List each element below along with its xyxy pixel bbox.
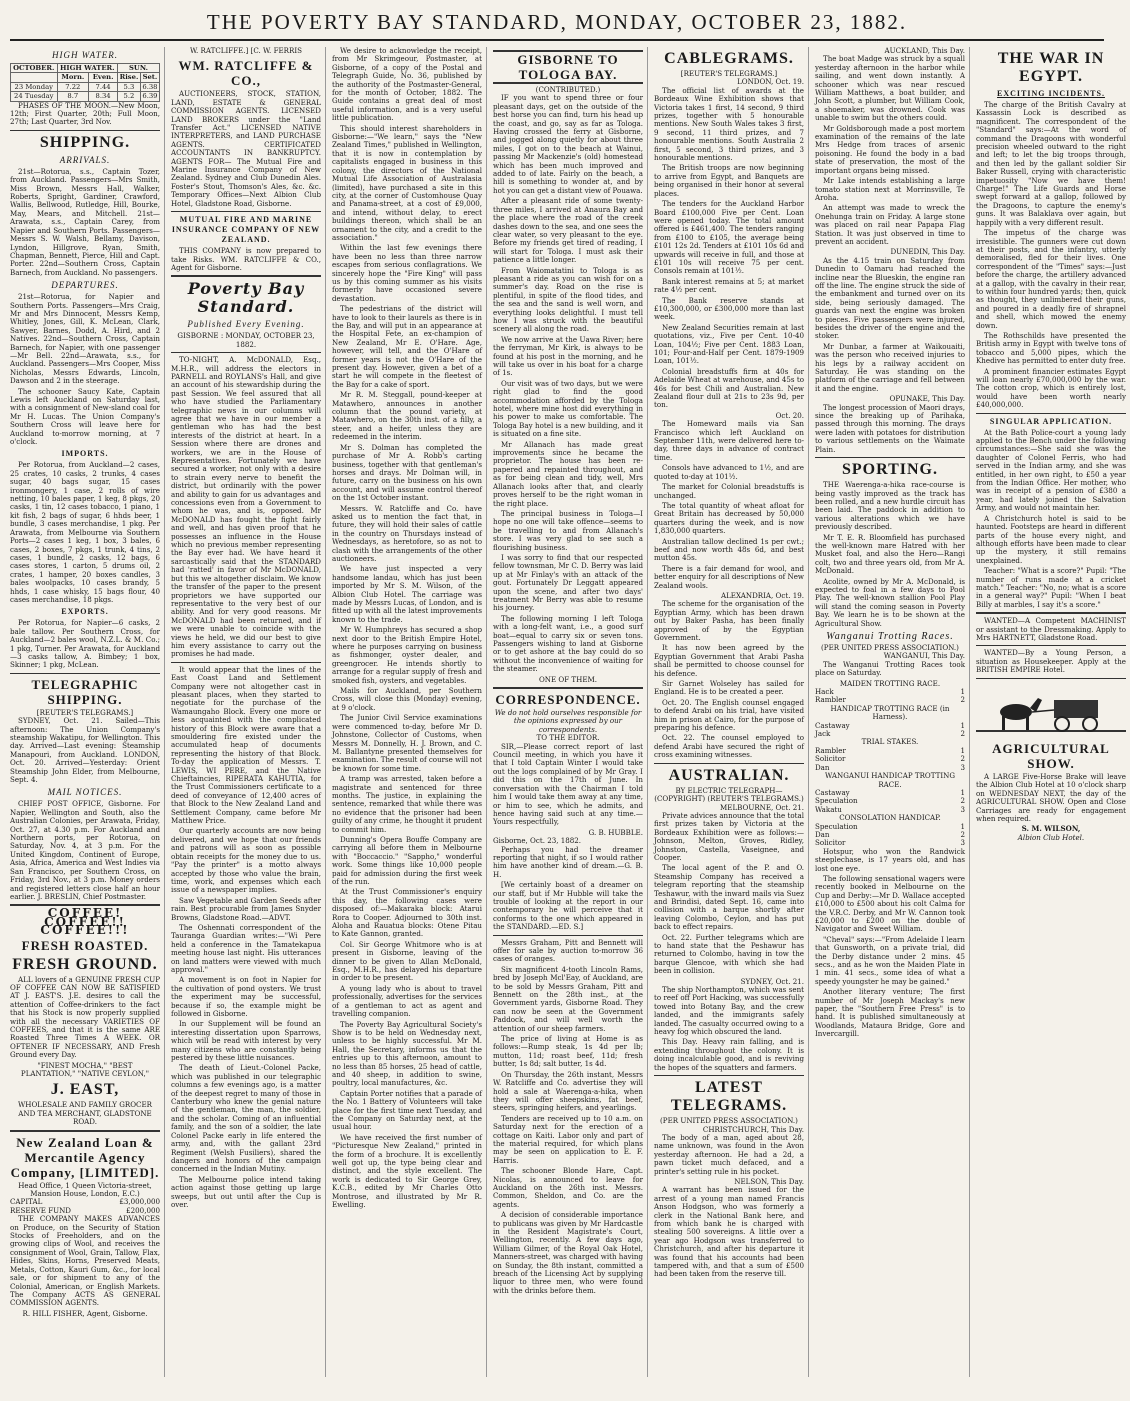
mail-text: CHIEF POST OFFICE, Gisborne. For Napier, Wellington and South, also the Australian Colonies, per Arawata, Friday, Oct. 27, at 4.30 p.m. For Auckland and Northern ports, per Rotorua, on Saturday, Nov. 4, at 3 p.m. For the United Kingdom, Continent of Europe, Asia, Africa, America and West Indies via San Francisco, per Southern Cross, on Friday, 3rd Nov., at 3 p.m. Money orders and registered letters close half an hour earlier. J. BRESLIN, Chief Postmaster. bbox=[10, 799, 160, 901]
cable-item: The Bank reserve stands at £10,300,000, or £300,000 more than last week. bbox=[654, 295, 804, 322]
column-5 bbox=[654, 47, 809, 1377]
cable-item: The British troops are now beginning to arrive from Egypt, and Banquets are being organised in their honor at several places. bbox=[654, 163, 804, 198]
letter-date: Gisborne, Oct. 23, 1882. bbox=[493, 836, 582, 846]
article-text: IF you want to spend three or four pleasant days, get on the outside of the best horse you can find, turn his head up the coast, and go, say as far as Tologa. Having crossed the ferry at Gisborne, and jogged along quietly for about three miles, I got on to the beach at Wainui, passing Mr Mackenzie's (old) homestead which has been much improved and added to of late. Fairly on the beach, a hill is something to wonder at, and by hot you can get a distant view of Pouawa. bbox=[493, 93, 643, 195]
news-item: At the Bath Police-court a young lady applied to the Bench under the following circumstances:—She said she was the daughter of Colonel Ferris, who had served in the Indian army, and she was entitled, in her own right, to £50 a year from the Indian Office. Her mother, who was in receipt of a pension of £380 a year, had lately joined the Salvation Army, and would not maintain her. bbox=[976, 427, 1126, 513]
race-title: TRIAL STAKES. bbox=[861, 737, 919, 747]
cable-item: Sir Garnet Wolseley has sailed for England. He is to be created a peer. bbox=[654, 679, 804, 697]
war-text: The impetus of the charge was irresistible. The gunners were cut down at their posts, and the infantry, utterly demoralised, fled for their lives. One correspondent of the "Times" says:—Just before the charge, the artillery advanced at a gallop, with the cavalry in their rear, to within four hundred yards; then, quick as thought, they unlimbered their guns, and poured in a deadly fire of shrapnel and shell, which mowed the enemy down. bbox=[976, 228, 1126, 330]
divider bbox=[976, 612, 1126, 614]
race-result: Hack 1 bbox=[815, 687, 965, 697]
article-text: From Waiomatatini to Tologa is as pleasant a ride as you can wish for on a summer's day. Road on the rise is plentiful, in spite of the flood tides, and the sea and the sand is well worn, and everything looks delightful. I must tell how I was struck with the beautiful scenery all along the road. bbox=[493, 265, 643, 334]
divider bbox=[10, 1130, 160, 1132]
tide-cell: 8.34 bbox=[89, 92, 118, 101]
dateline: Oct. 20. bbox=[775, 410, 804, 420]
race-block bbox=[815, 772, 965, 814]
race-block bbox=[815, 814, 965, 848]
tide-cell: 7.22 bbox=[57, 82, 89, 91]
ratcliffe-title: WM. RATCLIFFE & CO., bbox=[178, 58, 314, 89]
cablegrams-sub: [REUTER'S TELEGRAMS.] bbox=[680, 69, 778, 78]
tide-cell: 5.3 bbox=[118, 82, 141, 91]
cable-item: The boat Madge was struck by a squall yesterday afternoon in the harbor while sailing, and went down instantly. A schooner which was near rescued William Matthews, a boat builder, and John Scott, a plumber, but William Cook, a shoemaker, was drowned. Cook was unable to swim but the others could. bbox=[815, 54, 965, 123]
dateline: CHRISTCHURCH, This Day. bbox=[702, 1124, 804, 1134]
dateline: GISBORNE : MONDAY, OCTOBER 23, 1882. bbox=[177, 331, 315, 349]
tide-cell: 6.39 bbox=[142, 92, 158, 101]
mutual-title: MUTUAL FIRE AND MARINE INSURANCE COMPANY OF NEW ZEALAND. bbox=[171, 215, 321, 245]
news-item: Tenders are received up to 10 a.m. on Saturday next for the erection of a cottage on Kaiti. Labor only and part of the material required, for which plans may be seen on application to E. F. Harris. bbox=[493, 1113, 643, 1165]
dateline: MELBOURNE, Oct. 21. bbox=[720, 802, 804, 812]
telegraphic-title: TELEGRAPHIC SHIPPING. bbox=[31, 676, 139, 707]
coffee-title: COFFEE! COFFEE!! COFFEE!!! bbox=[40, 906, 130, 938]
cable-item: Mr Lake intends establishing a large tomato station next at Morrinsville, Te Aroha. bbox=[815, 176, 965, 202]
tide-row bbox=[11, 82, 160, 91]
wanganui-title: Wanganui Trotting Races. bbox=[826, 631, 954, 642]
sport-item: Mr T. E. R. Bloomfield has purchased the well-known mare Hatred with her Musket foal, and also the Hero—Rangi colt, two and three years old, from Mr A. McDonald. bbox=[815, 532, 965, 576]
shipping-title: SHIPPING. bbox=[39, 133, 131, 151]
cable-item: An attempt was made to wreck the Onehunga train on Friday. A large stone was placed on rail near Papapa Flag Station. It was just observed in time to prevent an accident. bbox=[815, 203, 965, 246]
news-item: We have received the first number of "Picturesque New Zealand," printed in the form of a brochure. It is excellently well got up, the type being clear and distinct, and the style excellent. The work is dedicated to Sir George Grey, K.C.B., edited by Mr Charles Otto Montrose, and illustrated by Mr R. Ewelling. bbox=[332, 1132, 482, 1210]
race-result: Castaway 1 bbox=[815, 787, 965, 797]
war-text: The Rothschilds have presented the British army in Egypt with twelve tons of tobacco and 5,000 pipes, which the Khedive has permitted to enter duty free. bbox=[976, 330, 1126, 366]
correspondence-title: CORRESPONDENCE. bbox=[495, 692, 641, 708]
agri-title: AGRICULTURAL SHOW. bbox=[992, 741, 1110, 771]
cable-item: Mr Dunbar, a farmer at Waikouaiti, was the person who received injuries to his legs by a railway accident on Saturday. He was standing on the platform of the carriage and fell between it and the engine. bbox=[815, 341, 965, 393]
newspaper-page bbox=[10, 8, 1126, 1385]
news-item: On Thursday, the 26th instant, Messrs W. Ratcliffe and Co. advertise they will hold a sale at Waerenga-a-hika, when they will offer sheepskins, fat beef, steers, springing heifers, and yearlings. bbox=[493, 1069, 643, 1113]
imports-title: IMPORTS. bbox=[61, 449, 109, 459]
war-text: A prominent financier estimates Egypt will loan nearly £70,000,000 by the war. The cotton crop, which is entirely lost, would have been worth nearly £40,000,000. bbox=[976, 366, 1126, 410]
letter-text: SIR,—Please correct report of last Council meeting, in which you have it that I told Captain Winter I would take out the logs complained of by Mr Gray. I did this on the 17th of June. In conversation with the Chairman I told him I would take them away at any time, or him to see, which he admits, and hence having said such at any time.—Yours respectfully, bbox=[493, 741, 643, 827]
dateline: OPUNAKE, This Day. bbox=[889, 394, 965, 404]
ratcliffe-text: AUCTIONEERS, STOCK, STATION, LAND, ESTATE & GENERAL COMMISSION AGENTS. LICENSED LAND BROKERS under the "Land Transfer Act." LICENSED NATIVE INTERPRETERS, and LAND PURCHASE AGENTS. CERTIFICATED ACCOUNTANTS IN BANKRUPTCY. AGENTS FOR— The Mutual Fire and Marine Insurance Company of New Zealand. Sydney and Club Dunedin Ales. Foster's Stout, Thomson's Ales, &c. &c. Temporary Offices—Next Albion Club Hotel, Gladstone Road, Gisborne. bbox=[171, 89, 321, 208]
correspondence-note: We do not hold ourselves responsible for the opinions expressed by our correspondents. bbox=[494, 708, 642, 734]
article-text: Mr Allanach has made great improvements since he became the proprietor. The house has been re-papered and repainted throughout, and as for being clean and tidy, well, Mrs Allanach looks after that, and clearly proves herself to be the right woman in the right place. bbox=[493, 439, 643, 508]
editorial: TO-NIGHT, A. McDONALD, Esq., M.H.R., will address the electors in PARNELL and ROYLANS's Hall, and give an account of his stewardship during the past Session. We feel assured that all who have studied the Parliamentary telegraphic news in our columns will agree that we have in our member a gentleman who has had the best interests of the district at heart. In a Session where there are drones and workers, we are in the House of Representatives. Fortunately we have secured a worker, not only with a desire to strain every nerve to benefit the district, but ordinarily with the power and ability to gain for us advantages and concessions even from a Government to whom he was, and is, opposed. Mr McDONALD has fought the fight fairly and well, and has given proof that he possesses an influence in the House which no previous member representing the Bay ever had. We have heard it sarcastically said that the STANDARD had 'ratted' in favor of Mr McDONALD, but this we altogether disclaim. We know the transfer of the paper to the present proprietors we have supported our representative to the very best of our ability. And for very good reasons. Mr McDONALD had been returned, and if we were unable to coincide with the views he held, we did our best to give him every assistance to carry out the promises he had made. bbox=[171, 355, 321, 659]
divider bbox=[10, 673, 160, 674]
cable-item: New Zealand Securities remain at last quotations, viz., Five per Cent. 10-40 Loan, 104½; Five per Cent. 1883 Loan, 101; Four-and-Half per Cent. 1879-1909 Loan, 101½. bbox=[654, 322, 804, 366]
race-result: Solicitor 2 bbox=[815, 754, 965, 764]
race-title: CONSOLATION HANDICAP. bbox=[839, 813, 941, 823]
race-block bbox=[815, 680, 965, 705]
mutual-text: THIS COMPANY is now prepared to take Risks. WM. RATCLIFFE & CO., Agent for Gisborne. bbox=[171, 246, 321, 272]
tologa-title: GISBORNE TO TOLOGA BAY. bbox=[493, 50, 643, 84]
news-item: A decision of considerable importance to publicans was given by Mr Hardcastle in the Resident Magistrate's Court, Wellington, recently. A few days ago, William Gilmer, of the Royal Oak Hotel, Manners-street, was charged with having on Sunday, the 8th instant, committed a breach of the Licensing Act by supplying liquor to three men, who were found with the drinks before them. bbox=[493, 1210, 643, 1295]
cable-item: The Homeward mails via San Francisco which left Auckland on September 11th, were delivered here to-day, three days in advance of contract time. bbox=[654, 419, 804, 462]
letter-text: Perhaps you had the dreamer reporting that night, if so I would rather him have another kind of dream.—G. B. H. bbox=[493, 844, 643, 879]
race-result: Dan 3 bbox=[815, 762, 965, 772]
editorial: A movement is on foot in Napier for the cultivation of pond oysters. We trust the experiment may be successful, because if so, the example might be followed in Gisborne. bbox=[171, 975, 321, 1018]
arrivals-title: ARRIVALS. bbox=[59, 154, 111, 165]
divider bbox=[171, 275, 321, 277]
divider bbox=[171, 662, 321, 663]
cable-item: The ship Northampton, which was sent to reef off Port Hacking, was successfully towed into Botany Bay, and the crew landed, and the immigrants safely landed. The casualty occurred owing to a heavy fog which obscured the land. bbox=[654, 985, 804, 1037]
divider bbox=[493, 935, 643, 936]
telegraphic-text: SYDNEY, Oct. 21. Sailed—This afternoon: The Union Company's steamship Wakatipu, for Wellington. This day. Arrived—Last evening: Steamship Manapouri, from Auckland. LONDON, Oct. 20. Arrived—Yesterday: Orient Steamship John Elder, from Melbourne, Sept. 4. bbox=[10, 716, 160, 785]
sport-item: THE Waerenga-a-hika race-course is being vastly improved as the track has been rolled, and a new hurdle circuit has been laid. The paddock in addition to various alterations which we have previously described. bbox=[815, 480, 965, 532]
race-title: MAIDEN TROTTING RACE. bbox=[839, 678, 941, 688]
race-result: Wakatu 3 bbox=[815, 804, 965, 814]
published-line: Published Every Evening. bbox=[187, 319, 305, 330]
tide-table bbox=[10, 63, 160, 102]
latest-title: LATEST TELEGRAMS. bbox=[670, 1079, 788, 1115]
editorial: The Oshennati correspondent of the Tauranga Guardian writes:—"Wi Pere held a conference in the Tamatekapua meeting house last night. His utterances on land matters were viewed with much approval." bbox=[171, 922, 321, 974]
contributed-label: (CONTRIBUTED.) bbox=[535, 85, 601, 94]
ratcliffe-header: W. RATCLIFFE.] [C. W. FERRIS bbox=[189, 46, 303, 55]
tide-header: SUN. bbox=[118, 64, 160, 73]
dateline: ALEXANDRIA, Oct. 19. bbox=[720, 590, 804, 600]
latest-sub: (PER UNITED PRESS ASSOCIATION.) bbox=[660, 1116, 798, 1126]
divider bbox=[654, 1075, 804, 1076]
fresh-roasted: FRESH ROASTED. bbox=[21, 937, 149, 953]
sport-item: "Cheval" says:—"From Adelaide I learn that Gunsworth, on a private trial, did the Derby distance under 2 mins. 45 secs., and as he won the Maiden Plate in 1 min. 41 secs., some idea of what a speedy youngster he may be gained." bbox=[815, 934, 965, 986]
paper-title: Poverty Bay Standard. bbox=[187, 279, 305, 317]
article-text: The principal business in Tologa—I hope no one will take offence—seems to be travelling to and from Allanach's store. I was very glad to see such a flourishing business. bbox=[493, 508, 643, 552]
news-item: The Junior Civil Service examinations were commenced to-day, before Mr D. Johnstone, Collector of Customs, when Messrs M. Donnelly, H. J. Brown, and C. M. Ballantyne presented themselves for examination. The result of course will not be known for some time. bbox=[332, 713, 482, 773]
agri-signature: S. M. WILSON, bbox=[1021, 824, 1081, 834]
cable-item: The longest procession of Maori drays, since the breaking up of Parihaka, passed through this morning. The drays were laden with potatoes for distribution to various settlements on the Waimate Plain. bbox=[815, 402, 965, 454]
editorial: Saw Vegetable and Garden Seeds after rain. Best procurable from James Snyder Browns, Gladstone Road.—ADVT. bbox=[171, 895, 321, 922]
divider bbox=[815, 457, 965, 458]
cable-item: Oct. 20. The English counsel engaged to defend Arabi on his trial, have visited him in prison at Cairo, for the purpose of preparing his defence. bbox=[654, 697, 804, 733]
high-water-title: HIGH WATER. bbox=[51, 50, 119, 60]
race-title: WANGANUI HANDICAP TROTTING RACE. bbox=[824, 771, 956, 789]
sport-item: Hotspur, who won the Randwick steeplechase, is 17 years old, and has lost one eye. bbox=[815, 846, 965, 873]
editorial: The Melbourne police intend taking action against those getting up large sweeps, but out until after the Cup is over. bbox=[171, 1174, 321, 1209]
cable-item: The body of a man, aged about 28, name unknown, was found in the Avon yesterday afternoon. He had a 2d, a pawn ticket much defaced, and a printer's setting rule in his pocket. bbox=[654, 1132, 804, 1176]
cable-item: The scheme for the organisation of the Egyptian Army, which has been drawn out by Baker Pasha, has been finally approved of by the Egyptian Government. bbox=[654, 599, 804, 642]
cable-item: The total quantity of wheat afloat for Great Britain has decreased by 50,000 quarters during the week, and is now 1,830,000 quarters. bbox=[654, 500, 804, 536]
cable-item: Oct. 22. Further telegrams which are to hand state that the Peshawur has returned to Colombo, having in tow the barque Glencoe, with which she had been in collision. bbox=[654, 932, 804, 976]
wanganui-sub: (PER UNITED PRESS ASSOCIATION.) bbox=[821, 643, 959, 652]
news-item: Dunning's Opera Bouffe Company are carrying all before them in Melbourne with "Boccaccio." "Sappho," wonderful work. Some things like 10,000 people paid for admission during the first week of the run. bbox=[332, 834, 482, 886]
cable-item: Australian tallow declined 1s per cwt.; beef and now worth 48s 6d, and best mutton 45s. bbox=[654, 536, 804, 563]
war-sub: EXCITING INCIDENTS. bbox=[997, 89, 1105, 98]
cable-item: Mr Goldsborough made a post mortem examination of the remains of the late Mrs Hedge from traces of arsenic poisoning. He found the body in a bad state of preservation, the most of the important organs being missed. bbox=[815, 123, 965, 175]
editorial: It would appear that the lines of the East Coast Land and Settlement Company were not altogether cast in pleasant places, when they started to negotiate for the purchase of the Wamaungaho Block. Every one more or less acquainted with the complicated history of this Block were aware that a smouldering fire existed under the accumulated heap of documents representing the history of that Block. To-day the application of Messrs. T. LEWIS, WI PERE, and the Native Chieftaincies, RIPERATA KAHUTIA, for the Trust Commissioners certificate to a deed of conveyance of 12,400 acres of that Block to the New Zealand Land and Settlement Company, came before Mr Matthew Price. bbox=[171, 664, 321, 826]
race-result: Castaway 1 bbox=[815, 720, 965, 730]
news-item: Col. Sir George Whitmore who is at present in Gisborne, leaving of the dinner to be given to Allan McDonald, Esq., M.H.R., has delayed his departure in order to be present. bbox=[332, 939, 482, 983]
divider bbox=[10, 130, 160, 131]
news-item: Captain Porter notifies that a parade of the No. 1 Battery of Volunteers will take place for the first time next Tuesday, and the Company on Saturday next, at the usual hour. bbox=[332, 1088, 482, 1132]
news-item: A Christchurch hotel is said to be haunted. Footsteps are heard in different parts of the house every night, and although efforts have been made to clear up the mystery, it still remains unexplained. bbox=[976, 513, 1126, 565]
wanted-ad: WANTED—By a Young Person, a situation as Housekeeper. Apply at the BRITISH EMPIRE Hotel. bbox=[976, 648, 1126, 675]
article-signoff: ONE OF THEM. bbox=[538, 674, 598, 684]
horse-carriage-illustration bbox=[976, 682, 1126, 736]
masthead: THE POVERTY BAY STANDARD, MONDAY, OCTOBER 23, 1882. bbox=[10, 8, 1104, 41]
divider bbox=[171, 211, 321, 212]
exports-title: EXPORTS. bbox=[61, 607, 109, 617]
news-item: Messrs Graham, Pitt and Bennett will offer for sale by auction to-morrow 36 cases of oranges. bbox=[493, 937, 643, 964]
capital-row: CAPITAL £3,000,000 bbox=[10, 1197, 160, 1207]
divider bbox=[976, 413, 1126, 414]
mail-title: MAIL NOTICES. bbox=[47, 787, 123, 798]
news-item: At the Trust Commissioner's enquiry this day, the following cases were disposed of:—Makaraka block: Atarui Rora to Cooper. Adjourned to 30th inst. Aloha and Rauatua blocks: Otene Pitau to Kate Gannon, granted. bbox=[332, 887, 482, 939]
tide-header: OCTOBER. bbox=[11, 64, 58, 73]
editor-note: [We certainly boast of a dreamer on our staff, but if Mr Hubble will take the trouble of looking at the report in our contemporary he will perceive that it conforms to the one which appeared in the STANDARD.—ED. S.] bbox=[493, 880, 643, 932]
j-east-sub: WHOLESALE AND FAMILY GROCER AND TEA MERCHANT, GLADSTONE ROAD. bbox=[17, 1100, 153, 1127]
race-block bbox=[815, 705, 965, 739]
news-item: The schooner Blonde Hare, Capt. Nicolas, is announced to leave for Auckland on the 26th inst. Messrs. Common, Sheldon, and Co. are the agents. bbox=[493, 1166, 643, 1209]
australian-sub: BY ELECTRIC TELEGRAPH—(COPYRIGHT) (REUTER'S TELEGRAMS.) bbox=[654, 785, 804, 804]
race-result: Solicitor 3 bbox=[815, 838, 965, 848]
news-item: The pedestrians of the district will have to look to their laurels as there is in the Bay, and will put in an appearance at the Hospital Fete, an ex-champion of New Zealand, Mr E. O'Hare. Age, however, will tell, and the O'Hare of former years is not the O'Hare of the present day. However, given a bet of a start he will compete in the fleetest of the Bay for a cake of sport. bbox=[332, 304, 482, 389]
dateline: SYDNEY, Oct. 21. bbox=[740, 976, 804, 986]
news-item: The Poverty Bay Agricultural Society's Show is to be held on Wednesday next, unless to be highly successful. Mr M. Hall, the Secretary, informs us that the entries up to this afternoon, amount to no less than 85 horses, 25 head of cattle, and 40 sheep, in addition to swine, poultry, local manufactures, &c. bbox=[332, 1019, 482, 1088]
departures-title: DEPARTURES. bbox=[51, 280, 119, 291]
dateline: DUNEDIN, This Day. bbox=[890, 247, 965, 257]
cable-item: The local agent of the P. and O. Steamship Company has received a telegram reporting that the steamship Teshawur, with the inward mails via Suez and Brindisi, dated Sept. 16, came into collision with a barque shortly after leaving Colombo, Ceylon, and has put back to effect repairs. bbox=[654, 863, 804, 932]
sporting-title: SPORTING. bbox=[841, 461, 938, 479]
schooner-text: The schooner Saucy Kate, Captain Lewis left Auckland on Saturday last, with a consignment of New-sland coal for Mr H. Lucas. The Union Company's Southern Cross will leave here for Auckland to-morrow morning, at 7 o'clock. bbox=[10, 386, 160, 447]
race-result: Jack 2 bbox=[815, 729, 965, 739]
to-editor: TO THE EDITOR. bbox=[536, 733, 600, 743]
cable-item: This Day. Heavy rain falling, and is extending throughout the colony. It is doing incalculable good, and is reviving the hopes of the squatters and farmers. bbox=[654, 1037, 804, 1072]
dateline: WANGANUI, This Day. bbox=[883, 651, 965, 661]
cable-item: Bank interest remains at 5; at market rate 4½ per cent. bbox=[654, 276, 804, 295]
fisher-sign: R. HILL FISHER, Agent, Gisborne. bbox=[22, 1308, 148, 1318]
sport-item: Acolite, owned by Mr A. McDonald, is expected to foal in a few days to Pool Play. The well-known stallion Pool Play will stand the coming season in Poverty Bay. We learn he is to be shown at the Agricultural Show. bbox=[815, 576, 965, 628]
news-item: Another literary venture; The first number of Mr Joseph Mackay's new paper, the "Southern Free Press" is to hand. It is published simultaneously at Woodlands, Mataura Bridge, Gore and Invercargill. bbox=[815, 987, 965, 1039]
tide-subheader: Morn. bbox=[57, 73, 89, 82]
news-item: A tramp was arrested, taken before a magistrate and sentenced for three months. The justice, in explaining the sentence, remarked that while there was no evidence that the prisoner had been guilty of any crime, he thought it prudent to commit him. bbox=[332, 774, 482, 834]
tide-header: HIGH WATER. bbox=[57, 64, 118, 73]
j-east-name: J. EAST, bbox=[50, 1081, 120, 1099]
tide-cell: 6.38 bbox=[142, 82, 158, 91]
tide-cell: 5.2 bbox=[118, 92, 141, 101]
sport-item: The following sensational wagers were recently booked in Melbourne on the Cup and Derby:—Mr D. Wallace accepted £10,000 to £500 about his colt Calma for the V.R.C. Derby, and Mr W. Cannon took £20,000 to £200 on the double of Navigator and Sweet William. bbox=[815, 873, 965, 934]
cable-item: The market for Colonial breadstuffs is unchanged. bbox=[654, 482, 804, 500]
cable-item: Private advices announce that the total first prizes taken by Victoria at the Bordeaux Exhibition were as follows:—Johnson, Melton, Groves, Ridley, Johnston, Castella, Vaseignee, and Cooper. bbox=[654, 810, 804, 862]
dateline: AUCKLAND, This Day. bbox=[884, 46, 965, 55]
imports-text: Per Rotorua, from Auckland—2 cases, 25 crates, 10 casks, 2 trunks, 4 cases sugar, 40 bags sugar, 15 cases ironmongery, 1 case, 2 rolls of wire netting, 10 bales paper, 1 keg, 8 pkgs, 20 casks, 1 tin, 12 cases tobacco, 1 piano, 1 kit fish, 2 bags of sugar, 6 hhds beer, 1 bundle, 3 cases merchandise, 1 pkg. Per Arawata, from Melbourne via Southern Ports—2 cases 1 keg, 1 box, 3 bales, 6 cases, 2 boxes, 7 pkgs, 1 trunk, 4 tins, 2 cases, 1 bundle, 2 casks, 12 bags, 6 cases stores, 1 carton, 5 drums oil, 2 crates, 1 hamper, 20 boxes candles, 3 bales woolpacks, 10 cases brandy, 5 hhds, 1 case whisky, 15 bags flour, 40 cases merchandise, 18 pkgs. bbox=[10, 460, 160, 604]
cable-item: Consols have advanced to 1½, and are quoted to-day at 101½. bbox=[654, 463, 804, 481]
cable-item: It has now been agreed by the Egyptian Government that Arabi Pasha shall be permitted to choose counsel for his defence. bbox=[654, 643, 804, 678]
tide-row bbox=[11, 92, 160, 101]
divider bbox=[493, 687, 643, 689]
divider bbox=[976, 645, 1126, 646]
news-item: We have just inspected a very handsome landau, which has just been imported by Mr S. M. Wilson, of the Albion Club Hotel. The carriage was made by Messrs Lucas, of London, and is fitted up with all the latest improvements known to the trade. bbox=[332, 564, 482, 624]
news-item: Messrs. W. Ratcliffe and Co. have asked us to mention the fact that, in future, they will hold their sales of cattle in the country on Thursdays instead of Wednesdays, as heretofore, so as not to clash with the arrangements of the other auctioneers. bbox=[332, 503, 482, 563]
tide-subheader bbox=[11, 73, 58, 82]
race-result: Rambler 1 bbox=[815, 745, 965, 755]
nz-loan-text: THE COMPANY MAKES ADVANCES on Produce, on the Security of Station Stocks of Freeholders, and on the growing clips of Wool, and receives the consignment of Wool, Grain, Tallow, Flax, Hides, Skins, Horns, Preserved Meats, Metals, Cotton, Kauri Gum, &c., for local sale, or for shipment to any of the Colonial, American, or English Markets. The Company ACTS AS GENERAL COMMISSION AGENTS. bbox=[10, 1214, 160, 1308]
race-block bbox=[815, 738, 965, 772]
news-item: Mr R. M. Steggall, pound-keeper at Matawhero, announces in another column that the pound variety, at Matawhero, on the 30th inst. of a filly, a steer, and a heifer, unless they are redeemed in the interim. bbox=[332, 390, 482, 442]
article-text: I was sorry to find that our respected fellow townsman, Mr C. D. Berry was laid up at Mr Finlay's with an attack of the gout. Fortunately Dr Leggatt appeared upon the scene, and after two days' treatment Mr Berry was able to resume his journey. bbox=[493, 552, 643, 613]
article-text: We now arrive at the Uawa River; here the ferryman, Mr Kirk, is always to be found at his post in the morning, and he will take us over in his boat for a charge of 1s. bbox=[493, 334, 643, 378]
arrivals-text: 21st—Rotorua, s.s., Captain Tozer, from Auckland. Passengers—Mrs Smith, Miss Brown, Messrs Hall, Walker, Roberts, Spright, Gardiner, Crawford, Wallis, Bellwood, Rutledge, Hill, Bourke, May, Mears, and Mitchell. 21st—Arawata, s.s., Captain Carey, from Napier and Southern Ports. Passengers—Messrs S. W. Walsh, Bellamy, Davison, Lyndon, Hillgrove, Ryan, Smith, Chapman, Bennett, Pierce, Hill and Capt. Porter. 22nd—Southern Cross, Captain Barnech, from Auckland. No passengers. bbox=[10, 166, 160, 277]
moon-phases: PHASES OF THE MOON.—New Moon, 12th; First Quarter, 20th; Full Moon, 27th; Last Quarter, 3rd Nov. bbox=[10, 100, 160, 127]
divider bbox=[171, 352, 321, 353]
column-6 bbox=[815, 47, 970, 1377]
column-3 bbox=[332, 47, 487, 1377]
letter-signature: G. B. HUBBLE. bbox=[588, 827, 643, 837]
editorial: In our Supplement will be found an interesting dissertation upon Sparrows, which will be read with interest by very many citizens who are constantly being pestered by these little nuisances. bbox=[171, 1019, 321, 1063]
wanganui-intro: The Wanganui Trotting Races took place on Saturday. bbox=[815, 659, 965, 678]
column-7 bbox=[976, 47, 1130, 1377]
tide-cell: 24 Tuesday bbox=[11, 92, 58, 101]
race-result: Speculation 1 bbox=[815, 821, 965, 831]
coffee-text: ALL lovers of a GENUINE FRESH CUP OF COFFEE CAN NOW BE SATISFIED AT J. EAST'S. J.E. desires to call the attention of Coffee-drinkers to the fact that his Stock is now properly supplied with all the necessary VARIETIES OF COFFEES, and that it is the same ARE Roasted Three Times A WEEK. OR OFTENER IF NECESSARY, AND Fresh Ground every Day. bbox=[10, 974, 160, 1060]
article-text: After a pleasant ride of some twenty-three miles, I arrived at Anaura Bay and the place where the road of the creek dashes down to the sea, and one sees the clear water, so very pleasant to the eye. Before my friends get tired of reading, I will start for Tologa. I must ask their patience a little longer. bbox=[493, 196, 643, 265]
column-4 bbox=[493, 47, 648, 1377]
cable-item: There is a fair demand for wool, and better enquiry for all descriptions of New Zealand wools. bbox=[654, 563, 804, 590]
tide-cell: 23 Monday bbox=[11, 82, 58, 91]
news-item: Teacher: "What is a score?" Pupil: "The number of runs made at a cricket match." Teacher: "No, no; what is a score in a general way?" Pupil: "When I beat Billy at marbles, I say it's a score." bbox=[976, 566, 1126, 609]
divider bbox=[654, 763, 804, 764]
exports-text: Per Rotorua, for Napier—6 casks, 2 bale tallow. Per Southern Cross, for Auckland—2 bales wool, N.Z.L. & M. Co.; 1 pkg, Turner. Per Arawata, for Auckland—3 casks tallow, A. Bimbey; 1 box, Skinner; 1 pkg, McLean. bbox=[10, 618, 160, 670]
news-item: A young lady who is about to travel professionally, advertises for the services of a gentleman to act as agent and travelling companion. bbox=[332, 983, 482, 1019]
telegraphic-sub: [REUTER'S TELEGRAMS.] bbox=[36, 707, 134, 717]
dateline: LONDON, Oct. 19. bbox=[737, 77, 804, 87]
news-item: We desire to acknowledge the receipt, from Mr Skrimgeour, Postmaster, at Gisborne, of a copy of the Postal and Telegraph Guide, No. 36, published by the authority of the Postmaster-General, for the month of October, 1882. The Guide contains a great deal of most useful information, and is a very useful little publication. bbox=[332, 46, 482, 123]
war-text: The charge of the British Cavalry at Kassassin Lock is described as magnificent. The correspondent of the "Standard" says:—At the word of command the Dragoons with wonderful precision wheeled outward to the right and left; to let the big troops through, and then led by the gallant soldier Sir Baker Russell, crying with characteristic impetuosity "Now we have them! Charge!" The Life Guards and Horse swept forward at a gallop, followed by the Dragoons, to capture the enemy's guns. It was Balaklava over again, but happily with a very different result. bbox=[976, 100, 1126, 227]
war-title: THE WAR IN EGYPT. bbox=[997, 50, 1105, 85]
column-1 bbox=[10, 47, 165, 1377]
departures-text: 21st—Rotorua, for Napier and Southern Ports. Passengers—Mrs Craig, Mr and Mrs Dinnocent, Messrs Kemp, Whitley, Jones, Gill, K. McLean, Clark, Sawyer, Barnes, Dodd, A. Hird, and 2 Natives. 22nd—Southern Cross, Captain Barnech, for Napier, with one passenger—Mr Bell. 22nd—Arawata, s.s., for Auckland. Passengers—Mrs Cooper, Miss Nicholas, Messrs Edwards, Lincoln, Dawson and 2 in the steerage. bbox=[10, 292, 160, 386]
columns bbox=[10, 46, 1126, 1377]
fresh-ground: FRESH GROUND. bbox=[12, 955, 158, 973]
tide-cell: 8.7 bbox=[57, 92, 89, 101]
coffee-brands: "FINEST MOCHA," "BEST PLANTATION," "NATIVE CEYLON," bbox=[20, 1060, 150, 1078]
news-item: Mr W. Humphreys has secured a shop next door to the British Empire Hotel, where he purposes carrying on business as fishmonger, oyster dealer, and greengrocer. He intends shortly to arrange for a regular supply of fresh and smoked fish, oysters, and vegetables. bbox=[332, 625, 482, 685]
tide-subheader: Rise. bbox=[118, 73, 141, 82]
agri-signature-sub: Albion Club Hotel. bbox=[1017, 832, 1085, 842]
agri-text: A LARGE Five-Horse Brake will leave the Albion Club Hotel at 10 o'clock sharp on WEDNESDAY NEXT, the day of the AGRICULTURAL SHOW. Open and Close Carriages are ready for engagement when required. bbox=[976, 772, 1126, 824]
dateline: NELSON, This Day. bbox=[734, 1176, 804, 1186]
race-result: Speculation 2 bbox=[815, 796, 965, 806]
cable-item: Colonial breadstuffs firm at 40s for Adelaide Wheat at warehouse, and 45s to 46s for best Chili and Australian. New Zealand flour dull at 21s to 23s 9d, per ton. bbox=[654, 366, 804, 410]
nz-loan-title: New Zealand Loan & Mercantile Agency Company, [LIMITED]. bbox=[10, 1134, 160, 1180]
news-item: Within the last few evenings there have been no less than three narrow escapes from serious conflagrations. We sincerely hope the "Fire King" will pass us by this coming summer as his visits formerly have occasioned severe devastation. bbox=[332, 243, 482, 303]
singular-title: SINGULAR APPLICATION. bbox=[989, 416, 1113, 426]
race-title: HANDICAP TROTTING RACE (in Harness). bbox=[830, 703, 950, 722]
editorial: The death of Lieut.-Colonel Packe, which was published in our telegraphic columns a few evenings ago, is a matter of the deepest regret to many of those in Canterbury who knew the genial nature of the gentleman, the man, the soldier, and the scholar. Coming of an influential family, and the son of a soldier, the late Colonel Packe early in life entered the army, and, with the gallant 23rd Regiment (Welsh Fusiliers), shared the dangers and honors of the campaign concerned in the Indian Mutiny. bbox=[171, 1063, 321, 1174]
article-text: Our visit was of two days, but we were right glad to find the good accommodation afforded by the Tologa hotel, where mine host did everything in his power to make us comfortable. The Tologa Bay hotel is a new building, and it is situated on a fine site. bbox=[493, 378, 643, 439]
cable-item: The tenders for the Auckland Harbor Board £100,000 Five per Cent. Loan were opened today. The total amount offered is £461,400. The tenders ranging from £100 to £105, the average being £101 12s 2d. Tenders at £101 10s 6d and upwards will receive in full, and those at £101 10s will receive 75 per cent. Consols remain at 101½. bbox=[654, 199, 804, 276]
editorial: Our quarterly accounts are now being delivered, and we hope that our friends and patrons will as soon as possible obtain receipts for the money due to us. "Pay the printer" is a motto always accepted by those who value the brain, time, work, and expenses which each issue of a newspaper implies. bbox=[171, 826, 321, 895]
news-item: The price of living at Home is as follows:—Rump steak, 1s 4d per lb; mutton, 11d; roast beef, 11d; fresh butter, 1s 8d; salt butter, 1s 4d. bbox=[493, 1034, 643, 1069]
wanted-ad: WANTED—A Competent MACHINIST or assistant to the Dressmaking. Apply to Mrs HARTNETT, Gladstone Road. bbox=[976, 616, 1126, 642]
race-result: Rambler 2 bbox=[815, 695, 965, 705]
divider bbox=[976, 678, 1126, 679]
news-item: Mr S. Dolman has completed the purchase of Mr A. Robb's carting business, together with that gentleman's horses and drays. Mr Dolman will, in future, carry on the business on his own account, and will assume control thereof on the 1st October instant. bbox=[332, 442, 482, 503]
race-result: Dan 2 bbox=[815, 829, 965, 839]
cable-item: As the 4.15 train on Saturday from Dunedin to Oamaru had reached the incline near the Blueskin, the engine ran off the line. The engine struck the side of the embankment and turned over on its side, being seriously damaged. The guards van next the engine was broken to pieces. Five passengers were injured, besides the driver of the engine and the stoker. bbox=[815, 255, 965, 341]
cable-item: Oct. 22. The counsel employed to defend Arabi have secured the right of cross examining witnesses. bbox=[654, 733, 804, 760]
tide-cell: 7.44 bbox=[89, 82, 118, 91]
cable-item: A warrant has been issued for the arrest of a young man named Francis Anson Hodgson, who was formerly a clerk in the National Bank here, and from which bank he is charged with stealing 500 sovereigns. A little over a year ago Hodgson was transferred to Christchurch, and after his departure it was found that his accounts had been tampered with, and that a sum of £500 had been taken from the reserve till. bbox=[654, 1185, 804, 1279]
column-2 bbox=[171, 47, 326, 1377]
cablegrams-title: CABLEGRAMS. bbox=[664, 50, 794, 67]
nz-loan-office: Head Office, 1 Queen Victoria-street, Mansion House, London, E.C.) bbox=[18, 1180, 152, 1199]
news-item: Six magnificent 4-tooth Lincoln Rams, bred by Joseph Mcl'Eay, of Auckland, are to be sold by Messrs Graham, Pitt and Bennett on the 28th inst., at the Government yards, Gisborne Road. They can now be seen at the Government Paddock, and will well worth the attention of our sheep farmers. bbox=[493, 964, 643, 1033]
tide-subheader: Set. bbox=[140, 73, 159, 82]
article-text: The following morning I left Tologa with a long-felt want, i.e., a good surf boat—equal to carry six or seven tons. Passengers wishing to land at Gisborne or to get ashore at the bay could do so without the inconvenience of waiting for the steamer. bbox=[493, 613, 643, 674]
reserve-row: RESERVE FUND £200,000 bbox=[10, 1205, 160, 1215]
news-item: Mails for Auckland, per Southern Cross, will close this (Monday) evening, at 9 o'clock. bbox=[332, 686, 482, 712]
tide-subheader: Even. bbox=[89, 73, 118, 82]
cable-item: The official list of awards at the Bordeaux Wine Exhibition shows that Victoria takes 1 first, 14 second, 9 third prizes, together with 5 honourable mentions. New South Wales takes 3 first, 9 second, 11 third prizes, and 7 honourable mentions. South Australia 2 first, 5 second, 3 third prizes, and 3 honourable mentions. bbox=[654, 85, 804, 163]
australian-title: AUSTRALIAN. bbox=[668, 766, 790, 784]
news-item: This should interest shareholders in Gisborne:—"We learn," says the "New Zealand Times," published in Wellington, that it is now in contemplation by capitalists engaged in business in this colony, the directors of the National Mutual Life Association of Australasia (limited), have purchased a site in this city, at the corner of Customhouse Quay and Panama-street, at a cost of £9,000, and intend, without delay, to erect buildings thereon, which shall be an ornament to the city, and a credit to the association." bbox=[332, 123, 482, 242]
